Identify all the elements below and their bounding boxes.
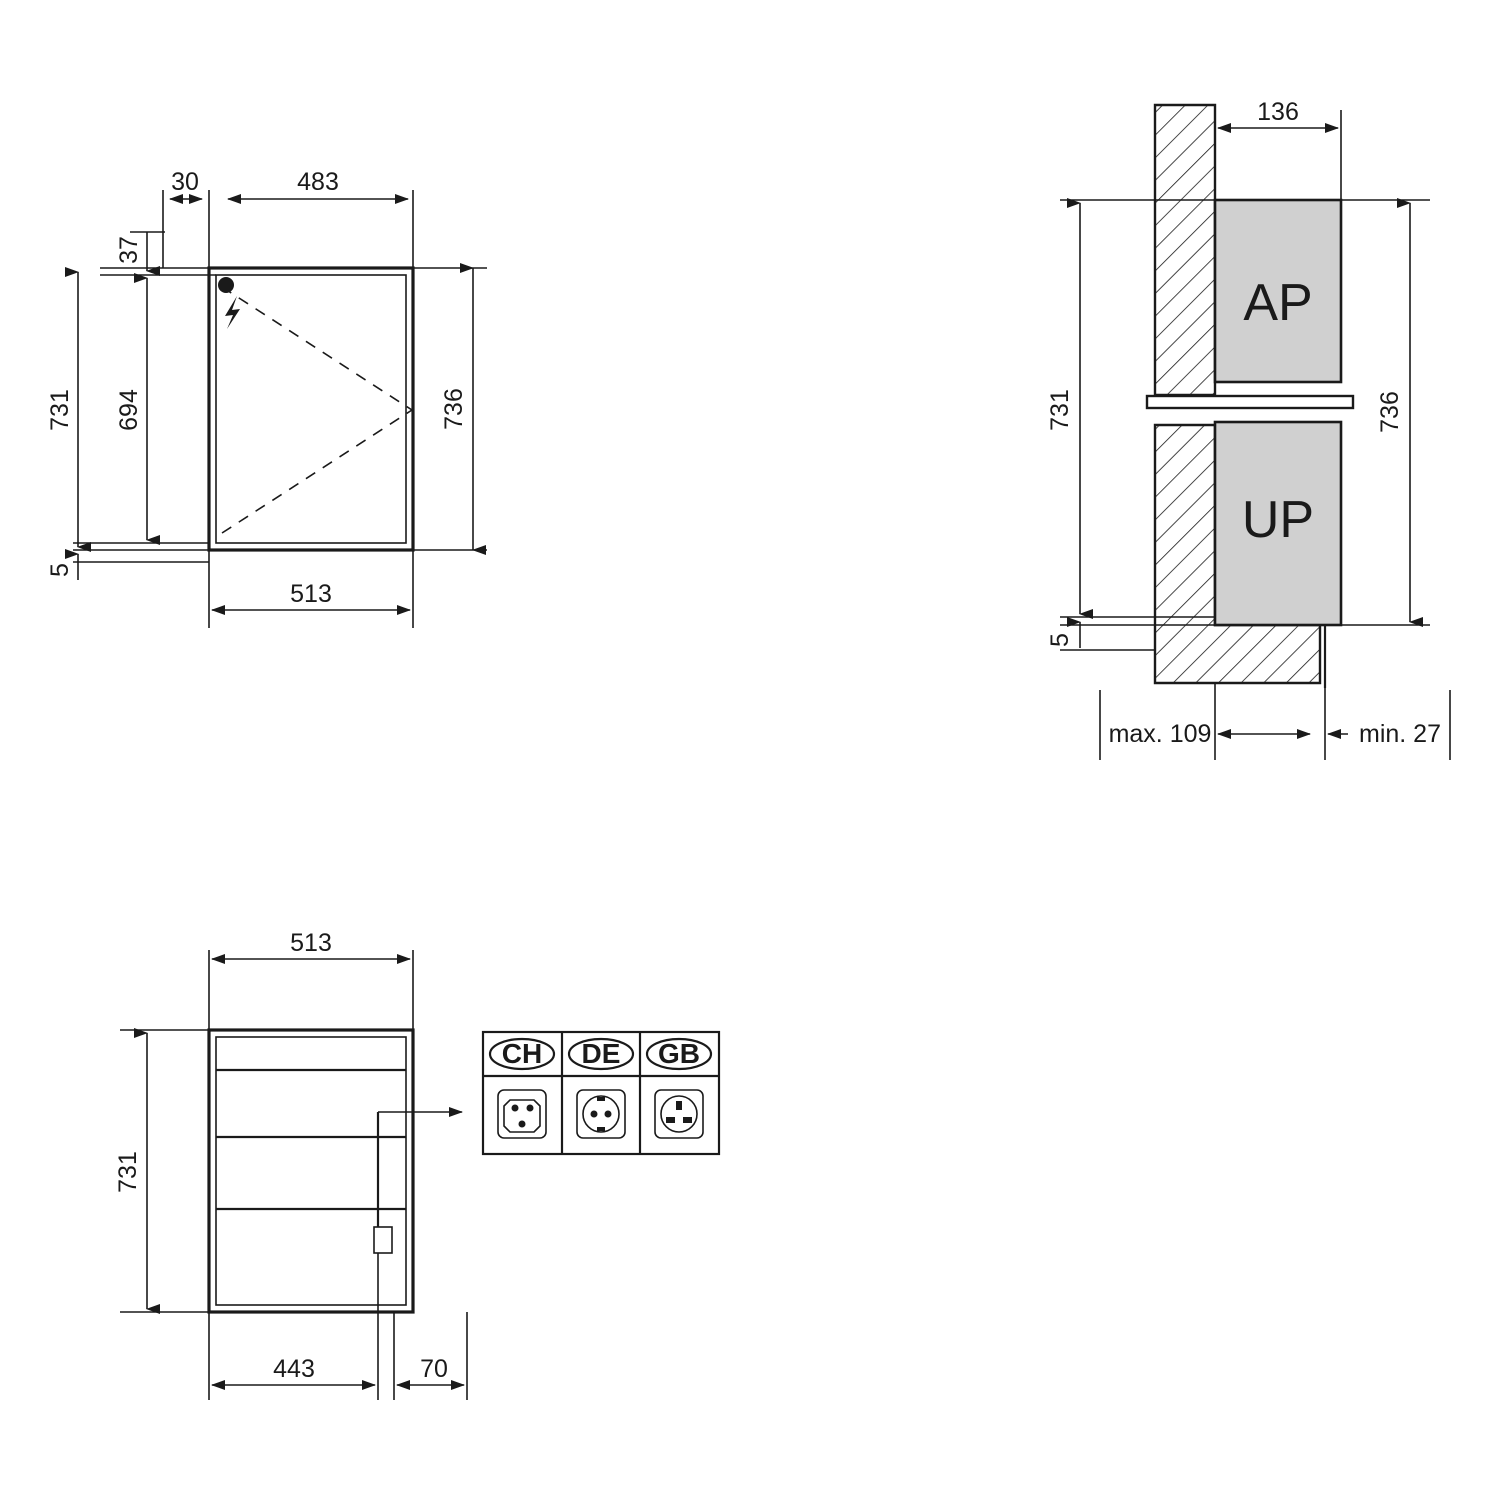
power-connection-point: [218, 277, 234, 293]
dim-top-offset-text: 37: [115, 236, 143, 264]
dim-height-right: [440, 268, 473, 550]
label-up: UP: [1241, 491, 1315, 549]
dim-interior-width-443: [212, 1355, 375, 1385]
socket-code-de: DE: [581, 1038, 621, 1069]
cabinet-interior-view: [114, 929, 467, 1400]
dim-offset-left: [170, 168, 202, 199]
dim-interior-width-513: [212, 929, 410, 959]
dim-width-inner-text: 483: [297, 168, 339, 196]
socket-gb-icon: [655, 1090, 703, 1138]
dim-height-total-text: 731: [46, 389, 74, 431]
cabinet-inner-outline: [216, 275, 406, 543]
dim-min-27-text: min. 27: [1359, 720, 1441, 748]
dim-section-height-736-text: 736: [1376, 391, 1404, 433]
dim-max-109-text: max. 109: [1108, 720, 1212, 748]
dim-interior-width-443-text: 443: [273, 1355, 315, 1383]
dim-height-inner-text: 694: [115, 389, 143, 431]
dim-height-right-text: 736: [440, 388, 468, 430]
label-ap: AP: [1243, 274, 1313, 332]
dim-min-27: [1328, 720, 1441, 748]
dim-offset-left-text: 30: [171, 168, 199, 196]
dim-interior-width-70: [397, 1355, 464, 1385]
shelf-divider: [1147, 396, 1353, 408]
socket-variants-table: [483, 1032, 719, 1154]
dim-depth-136-text: 136: [1257, 98, 1299, 126]
dim-section-height-731: [1046, 203, 1080, 614]
dim-height-inner: [115, 278, 147, 540]
dim-section-height-736: [1376, 203, 1410, 622]
socket-box: [374, 1227, 392, 1253]
dim-section-bottom-5-text: 5: [1046, 633, 1074, 647]
dim-interior-height-731-text: 731: [114, 1151, 142, 1193]
dim-max-109: [1109, 720, 1310, 748]
dim-top-offset: [115, 232, 165, 271]
dim-bottom-offset: [46, 554, 78, 580]
dim-interior-height-731: [114, 1033, 147, 1309]
wall-section-view: [1046, 98, 1450, 760]
dim-width-outer-text: 513: [290, 580, 332, 608]
dim-width-outer: [212, 580, 410, 610]
dim-interior-width-70-text: 70: [420, 1355, 448, 1383]
dim-bottom-offset-text: 5: [46, 563, 74, 577]
dim-width-inner: [228, 168, 408, 199]
socket-code-ch: CH: [501, 1038, 543, 1069]
wall-hatch-upper: [1155, 105, 1215, 395]
front-elevation-view: [46, 168, 487, 628]
socket-de-icon: [577, 1090, 625, 1138]
dim-section-height-731-text: 731: [1046, 389, 1074, 431]
dim-height-total: [46, 272, 78, 547]
socket-code-gb: GB: [658, 1038, 700, 1069]
dim-interior-width-513-text: 513: [290, 929, 332, 957]
dim-depth-136: [1218, 98, 1338, 128]
dim-section-bottom-5: [1046, 622, 1080, 648]
socket-ch-icon: [498, 1090, 546, 1138]
